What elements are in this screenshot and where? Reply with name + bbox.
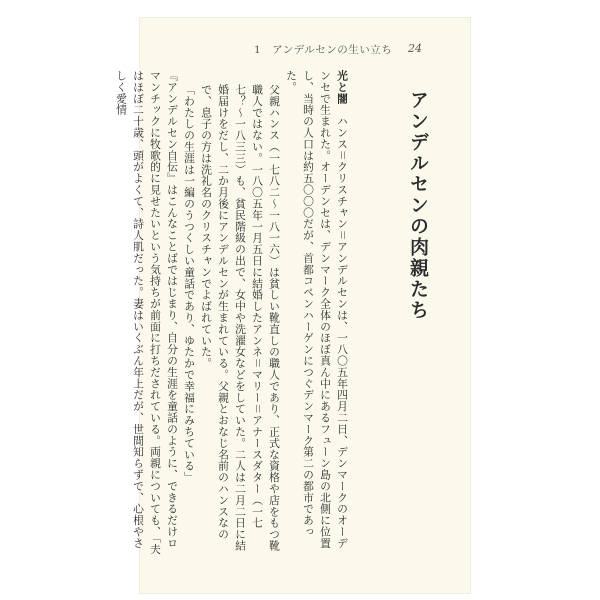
paragraph-1-text: ハンス＝クリスチャン＝アンデルセンは、一八〇五年四月二日、デンマークのオーデンセで生まれた。オーデンセは、デンマーク全体のほぼ真ん中にあるフューン島の北側に位置し、当時の人口は約五〇〇〇だが、首都コペンハーゲンにつぐデンマーク第二の都市であった。 xyxy=(285,70,349,549)
paragraph-1 xyxy=(283,70,351,559)
paragraph-2: 父親ハンス（一七八二〜一八一六）は貧しい靴直しの職人であり、正式な資格や店をもつ靴職人ではない。一八〇五年一月五日に結婚したアンネ＝マリー＝アナースダター（一七七？〜一八三三）も、貧民階級の出で、女中や洗濯女などをしていた。二人は二月二日に結婚届けをだし、二か月後にアンデルセンが生まれている。父親とおなじ名前のハンスなので、息子の方は洗礼名のクリスチャンでよばれていた。 xyxy=(200,84,281,552)
paragraph-4: 『アンデルセン自伝』はこんなことばではじまり、自分の生涯を童話のように、できるだけロマンチックに牧歌的に見せたいという気持ちが前面に打ちだされている。両親についても、「夫はほぼ二十歳、頭がよくて、詩人肌だった。妻はいくぶん年上だが、世間知らずで、心根やさしく愛情 xyxy=(115,70,179,555)
running-head: 1 アンデルセンの生い立ち xyxy=(254,44,393,56)
section-heading: アンデルセンの肉親たち xyxy=(407,90,429,321)
paragraph-3: 「わたしの生涯は一編のうつくしい童話であり、ゆたかで幸福にみちている」 xyxy=(183,84,196,483)
vertical-text-block xyxy=(115,70,440,559)
subheading: 光と闇 xyxy=(336,70,349,105)
page-number: 24 xyxy=(408,42,422,55)
book-page xyxy=(115,18,470,593)
